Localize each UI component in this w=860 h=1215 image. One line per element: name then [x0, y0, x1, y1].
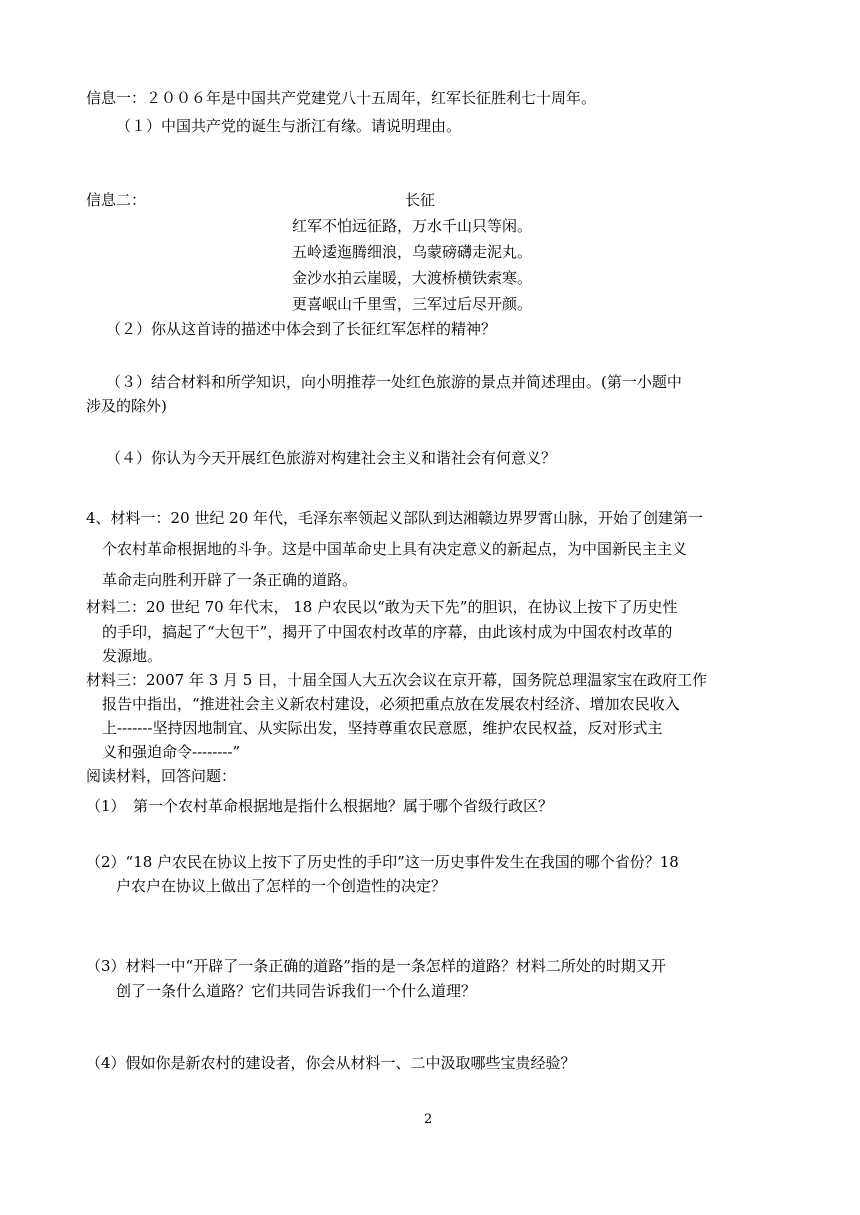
- material-2-line-1: 材料二：20 世纪 70 年代末， 18 户农民以“敢为天下先”的胆识，在协议上按下了历史性: [86, 598, 678, 616]
- material-1-line-2: 个农村革命根据地的斗争。这是中国革命史上具有决定意义的新起点，为中国新民主主义: [102, 540, 688, 558]
- info2-question-3-line-1: （３）结合材料和所学知识，向小明推荐一处红色旅游的景点并简述理由。(第一小题中: [106, 373, 682, 391]
- poem-line-4: 更喜岷山千里雪，三军过后尽开颜。: [292, 295, 533, 313]
- material-3-line-2: 报告中指出，“推进社会主义新农村建设，必须把重点放在发展农村经济、增加农民收入: [102, 695, 680, 713]
- info2-question-2: （２）你从这首诗的描述中体会到了长征红军怎样的精神？: [106, 320, 497, 338]
- info2-question-4: （４）你认为今天开展红色旅游对构建社会主义和谐社会有何意义？: [106, 449, 557, 467]
- section4-question-2-line-2: 户农户在协议上做出了怎样的一个创造性的决定？: [116, 877, 447, 895]
- info2-label: 信息二：: [86, 191, 147, 209]
- section4-question-3-line-2: 创了一条什么道路？它们共同告诉我们一个什么道理？: [116, 982, 477, 1000]
- material-2-line-2: 的手印，搞起了“大包干”，揭开了中国农村改革的序幕，由此该村成为中国农村改革的: [102, 623, 673, 641]
- section4-question-1: （1） 第一个农村革命根据地是指什么根据地？属于哪个省级行政区？: [86, 797, 554, 815]
- material-1-line-1: 4、材料一：20 世纪 20 年代，毛泽东率领起义部队到达湘赣边界罗霄山脉，开始了创建第一: [86, 509, 704, 527]
- info1-title: 信息一：２００６年是中国共产党建党八十五周年，红军长征胜利七十周年。: [86, 89, 597, 107]
- poem-line-3: 金沙水拍云崖暖，大渡桥横铁索寒。: [292, 269, 533, 287]
- material-3-line-4: 义和强迫命令--------”: [102, 743, 241, 761]
- page-number: 2: [424, 1112, 433, 1127]
- material-3-line-3: 上-------坚持因地制宜、从实际出发，坚持尊重农民意愿，维护农民权益，反对形式主: [102, 719, 663, 737]
- material-1-line-3: 革命走向胜利开辟了一条正确的道路。: [102, 571, 358, 589]
- material-3-line-1: 材料三：2007 年 3 月 5 日，十届全国人大五次会议在京开幕，国务院总理温家宝在政府工作: [86, 671, 708, 689]
- material-2-line-3: 发源地。: [102, 647, 163, 665]
- section4-question-2-line-1: （2）“18 户农民在协议上按下了历史性的手印”这一历史事件发生在我国的哪个省份？18: [86, 853, 679, 871]
- section4-question-4: （4）假如你是新农村的建设者，你会从材料一、二中汲取哪些宝贵经验？: [86, 1054, 576, 1072]
- reading-prompt: 阅读材料，回答问题：: [86, 767, 237, 785]
- poem-line-2: 五岭逶迤腾细浪，乌蒙磅礴走泥丸。: [292, 243, 533, 261]
- info2-question-3-line-2: 涉及的除外): [86, 397, 167, 415]
- info1-question-1: （１）中国共产党的诞生与浙江有缘。请说明理由。: [116, 117, 462, 135]
- poem-line-1: 红军不怕远征路，万水千山只等闲。: [292, 217, 533, 235]
- section4-question-3-line-1: （3）材料一中“开辟了一条正确的道路”指的是一条怎样的道路？材料二所处的时期又开: [86, 957, 666, 975]
- poem-title: 长征: [405, 191, 436, 209]
